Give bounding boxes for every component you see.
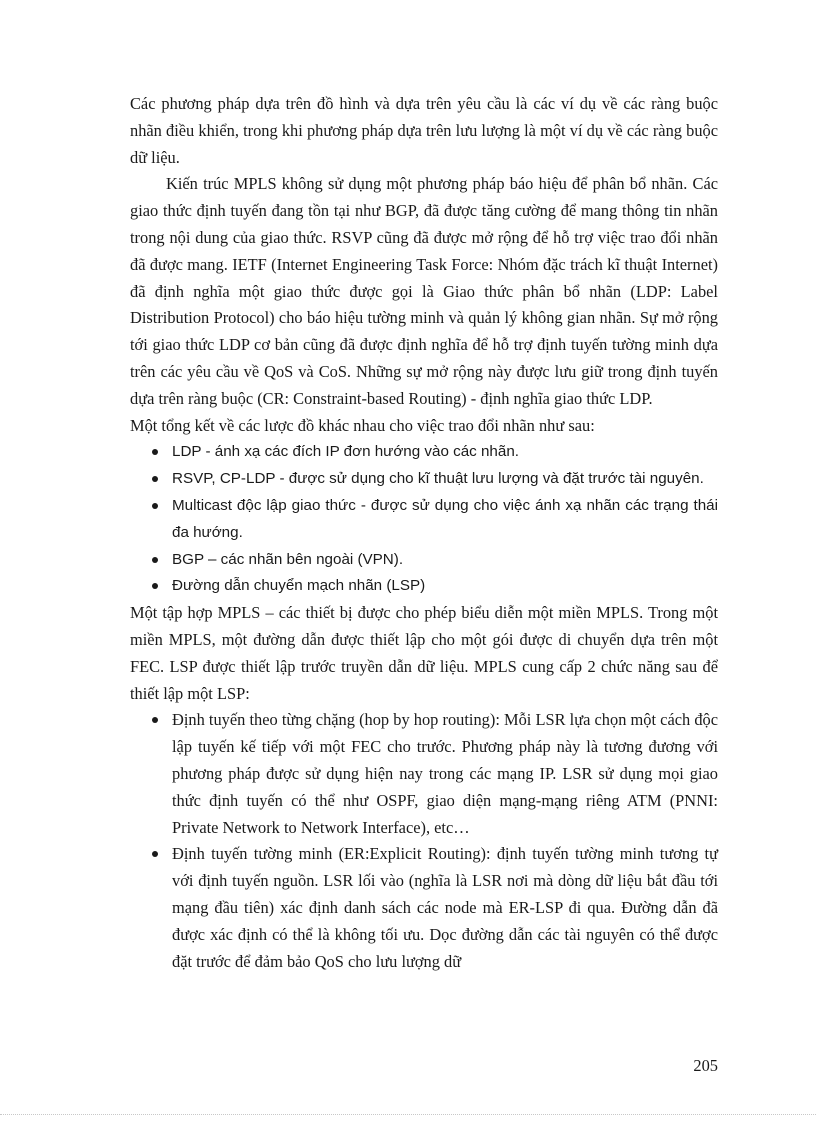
page-bottom-divider xyxy=(0,1114,816,1115)
label-exchange-list xyxy=(130,439,718,600)
list-item: RSVP, CP-LDP - được sử dụng cho kĩ thuật lưu lượng và đặt trước tài nguyên. xyxy=(130,466,718,493)
page-number: 205 xyxy=(693,1056,718,1075)
list-item: Multicast độc lập giao thức - được sử dụng cho việc ánh xạ nhãn các trạng thái đa hướng. xyxy=(130,493,718,547)
list-item: Định tuyến tường minh (ER:Explicit Routing): định tuyến tường minh tương tự với định tuyến nguồn. LSR lối vào (nghĩa là LSR nơi mà dòng dữ liệu bắt đầu tới mạng đầu tiên) xác định danh sách các node mà ER-LSP đi qua. Đường dẫn đã được xác định có thể là không tối ưu. Dọc đường dẫn các tài nguyên có thể được đặt trước để đảm bảo QoS cho lưu lượng dữ xyxy=(130,841,718,975)
list-item: LDP - ánh xạ các đích IP đơn hướng vào các nhãn. xyxy=(130,439,718,466)
paragraph-2: Kiến trúc MPLS không sử dụng một phương pháp báo hiệu để phân bổ nhãn. Các giao thức định tuyến đang tồn tại như BGP, đã được tăng cường để mang thông tin nhãn trong nội dung của giao thức. RSVP cũng đã được mở rộng để hỗ trợ việc trao đổi nhãn đã được mang. IETF (Internet Engineering Task Force: Nhóm đặc trách kĩ thuật Internet) đã định nghĩa một giao thức được gọi là Giao thức phân bổ nhãn (LDP: Label Distribution Protocol) cho báo hiệu tường minh và quản lý không gian nhãn. Sự mở rộng tới giao thức LDP cơ bản cũng đã được định nghĩa để hỗ trợ định tuyến tường minh dựa trên các yêu cầu về QoS và CoS. Những sự mở rộng này được lưu giữ trong định tuyến dựa trên ràng buộc (CR: Constraint-based Routing) - định nghĩa giao thức LDP. xyxy=(130,174,718,408)
paragraph-3: Một tổng kết về các lược đồ khác nhau cho việc trao đổi nhãn như sau: xyxy=(130,415,595,435)
list-item: BGP – các nhãn bên ngoài (VPN). xyxy=(130,547,718,574)
list-item: Định tuyến theo từng chặng (hop by hop routing): Mỗi LSR lựa chọn một cách độc lập tuyến kế tiếp với một FEC cho trước. Phương pháp này là tương đương với phương pháp được sử dụng hiện nay trong các mạng IP. LSR sử dụng mọi giao thức định tuyến có thể như OSPF, giao diện mạng-mạng riêng ATM (PNNI: Private Network to Network Interface), etc… xyxy=(130,707,718,841)
paragraph-4: Một tập hợp MPLS – các thiết bị được cho phép biểu diễn một miền MPLS. Trong một miền MPLS, một đường dẫn được thiết lập cho một gói được di chuyển dựa trên một FEC. LSP được thiết lập trước truyền dẫn dữ liệu. MPLS cung cấp 2 chức năng sau để thiết lập một LSP: xyxy=(130,603,718,703)
page-body xyxy=(130,91,718,975)
list-item: Đường dẫn chuyển mạch nhãn (LSP) xyxy=(130,573,718,600)
paragraph-1: Các phương pháp dựa trên đồ hình và dựa trên yêu cầu là các ví dụ về các ràng buộc nhãn điều khiển, trong khi phương pháp dựa trên lưu lượng là một ví dụ về các ràng buộc dữ liệu. xyxy=(130,94,718,167)
lsp-function-list xyxy=(130,707,718,975)
